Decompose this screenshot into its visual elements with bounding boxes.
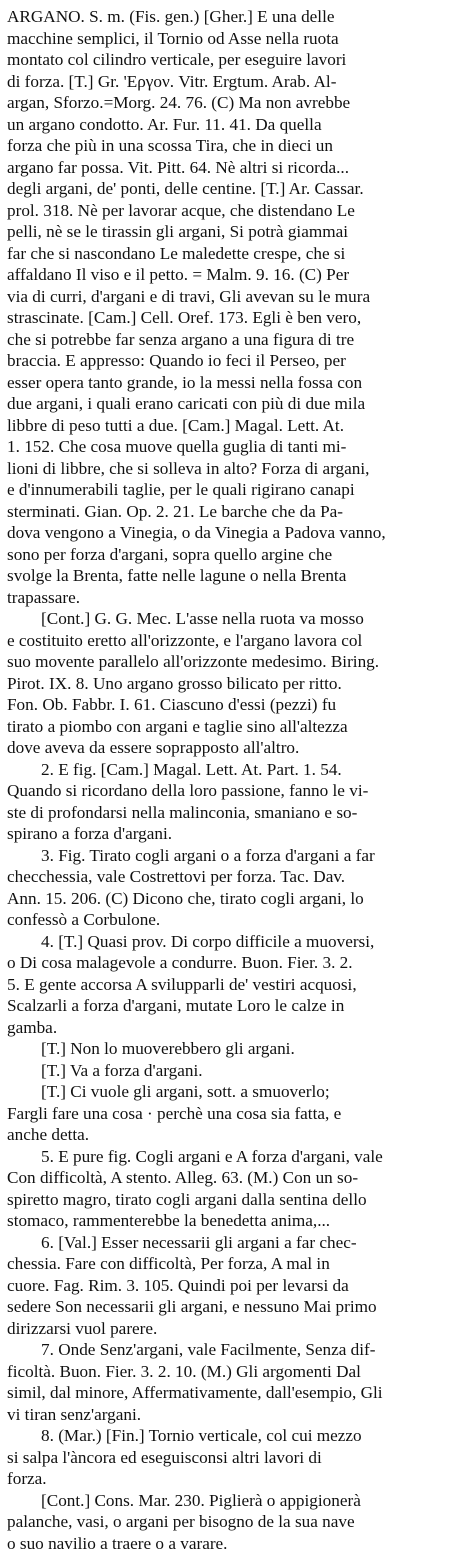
text-line: esser opera tanto grande, io la messi nella fossa con <box>7 372 462 394</box>
text-line: simil, dal minore, Affermativamente, dall'esempio, Gli <box>7 1382 462 1404</box>
text-line: un argano condotto. Ar. Fur. 11. 41. Da quella <box>7 114 462 136</box>
sense-4-t3 <box>7 1081 462 1146</box>
text-line: ficoltà. Buon. Fier. 3. 2. 10. (M.) Gli argomenti Dal <box>7 1361 462 1383</box>
text-line: e d'innumerabili taglie, per le quali rigirano canapi <box>7 479 462 501</box>
text-line: e costituito eretto all'orizzonte, e l'argano lavora col <box>7 630 462 652</box>
entry-lines <box>7 6 462 608</box>
sense-3-lines <box>7 845 462 931</box>
text-line: strascinate. [Cam.] Cell. Oref. 173. Egli è ben vero, <box>7 307 462 329</box>
t3-lines <box>7 1081 462 1146</box>
text-line: libbre di peso tutti a due. [Cam.] Magal. Lett. At. <box>7 415 462 437</box>
text-line: 6. [Val.] Esser necessarii gli argani a far chec- <box>7 1232 462 1254</box>
text-line: spiretto magro, tirato cogli argani dalla sentina dello <box>7 1189 462 1211</box>
text-line: cuore. Fag. Rim. 3. 105. Quindi poi per levarsi da <box>7 1275 462 1297</box>
text-line: sono per forza d'argani, sopra quello argine che <box>7 544 462 566</box>
text-line: vi tiran senz'argani. <box>7 1404 462 1426</box>
text-line: 5. E gente accorsa A svilupparli de' vestiri acquosi, <box>7 974 462 996</box>
entry-cont <box>7 608 462 759</box>
sense-5 <box>7 1146 462 1232</box>
text-line: o suo navilio a traere o a varare. <box>7 1533 462 1554</box>
sense-2 <box>7 759 462 845</box>
text-line: checchessia, vale Costrettovi per forza. Tac. Dav. <box>7 866 462 888</box>
text-line: ARGANO. S. m. (Fis. gen.) [Gher.] E una delle <box>7 6 462 28</box>
text-line: 7. Onde Senz'argani, vale Facilmente, Senza dif- <box>7 1339 462 1361</box>
text-line: gamba. <box>7 1017 462 1039</box>
sense-4 <box>7 931 462 1039</box>
text-line: dove aveva da essere soprapposto all'altro. <box>7 737 462 759</box>
text-line: Quando si ricordano della loro passione, fanno le vi- <box>7 780 462 802</box>
sense-4-lines <box>7 931 462 1039</box>
sense-2-lines <box>7 759 462 845</box>
text-line: far che si nascondano Le maledette crespe, che si <box>7 243 462 265</box>
text-line: o Di cosa malagevole a condurre. Buon. Fier. 3. 2. <box>7 952 462 974</box>
sense-6 <box>7 1232 462 1340</box>
text-line: Pirot. IX. 8. Uno argano grosso bilicato per ritto. <box>7 673 462 695</box>
text-line: 4. [T.] Quasi prov. Di corpo difficile a muoversi, <box>7 931 462 953</box>
text-line: [Cont.] Cons. Mar. 230. Piglierà o appigionerà <box>7 1490 462 1512</box>
text-line: degli argani, de' ponti, delle centine. [T.] Ar. Cassar. <box>7 178 462 200</box>
cont-lines <box>7 608 462 759</box>
sense-4-t1 <box>7 1038 462 1060</box>
text-line: 3. Fig. Tirato cogli argani o a forza d'argani a far <box>7 845 462 867</box>
text-line: macchine semplici, il Tornio od Asse nella ruota <box>7 28 462 50</box>
text-line: Scalzarli a forza d'argani, mutate Loro le calze in <box>7 995 462 1017</box>
text-line: tirato a piombo con argani e taglie sino all'altezza <box>7 716 462 738</box>
text-line: lioni di libbre, che si solleva in alto? Forza di argani, <box>7 458 462 480</box>
sense-8 <box>7 1425 462 1490</box>
sense-8-cont <box>7 1490 462 1554</box>
text-line: braccia. E appresso: Quando io feci il Perseo, per <box>7 350 462 372</box>
text-line: forza. <box>7 1468 462 1490</box>
sense-3 <box>7 845 462 931</box>
text-line: 5. E pure fig. Cogli argani e A forza d'argani, vale <box>7 1146 462 1168</box>
text-line: due argani, i quali erano caricati con più di due mila <box>7 393 462 415</box>
text-line: ste di profondarsi nella malinconia, smaniano e so- <box>7 802 462 824</box>
cont2-lines <box>7 1490 462 1554</box>
text-line: affaldano Il viso e il petto. = Malm. 9. 16. (C) Per <box>7 264 462 286</box>
text-line: trapassare. <box>7 587 462 609</box>
entry-argano <box>7 6 462 608</box>
text-line: confessò a Corbulone. <box>7 909 462 931</box>
text-line: argan, Sforzo.=Morg. 24. 76. (C) Ma non avrebbe <box>7 92 462 114</box>
text-line: 1. 152. Che cosa muove quella guglia di tanti mi- <box>7 436 462 458</box>
text-line: sterminati. Gian. Op. 2. 21. Le barche che da Pa- <box>7 501 462 523</box>
sense-4-t2 <box>7 1060 462 1082</box>
text-line: dova vengono a Vinegia, o da Vinegia a Padova vanno, <box>7 522 462 544</box>
text-line: sedere Son necessarii gli argani, e nessuno Mai primo <box>7 1296 462 1318</box>
text-line: forza che più in una scossa Tira, che in dieci un <box>7 135 462 157</box>
text-line: chessia. Fare con difficoltà, Per forza, A mal in <box>7 1253 462 1275</box>
sense-7-lines <box>7 1339 462 1425</box>
t1-line: [T.] Non lo muoverebbero gli argani. <box>7 1038 462 1060</box>
sense-7 <box>7 1339 462 1425</box>
text-line: pelli, nè se le tirassin gli argani, Si potrà giammai <box>7 221 462 243</box>
text-line: Con difficoltà, A stento. Alleg. 63. (M.) Con un so- <box>7 1167 462 1189</box>
text-line: Ann. 15. 206. (C) Dicono che, tirato cogli argani, lo <box>7 888 462 910</box>
text-line: prol. 318. Nè per lavorar acque, che distendano Le <box>7 200 462 222</box>
text-line: si salpa l'àncora ed eseguisconsi altri lavori di <box>7 1447 462 1469</box>
sense-8-lines <box>7 1425 462 1490</box>
text-line: montato col cilindro verticale, per eseguire lavori <box>7 49 462 71</box>
text-line: palanche, vasi, o argani per bisogno de la sua nave <box>7 1511 462 1533</box>
sense-6-lines <box>7 1232 462 1340</box>
text-line: anche detta. <box>7 1124 462 1146</box>
text-line: suo movente parallelo all'orizzonte medesimo. Biring. <box>7 651 462 673</box>
text-line: di forza. [T.] Gr. 'Εργον. Vitr. Ergtum. Arab. Al- <box>7 71 462 93</box>
text-line: 8. (Mar.) [Fin.] Tornio verticale, col cui mezzo <box>7 1425 462 1447</box>
text-line: stomaco, rammenterebbe la benedetta anima,... <box>7 1210 462 1232</box>
text-line: spirano a forza d'argani. <box>7 823 462 845</box>
text-line: Fargli fare una cosa · perchè una cosa sia fatta, e <box>7 1103 462 1125</box>
text-line: [Cont.] G. G. Mec. L'asse nella ruota va mosso <box>7 608 462 630</box>
text-line: svolge la Brenta, fatte nelle lagune o nella Brenta <box>7 565 462 587</box>
text-line: dirizzarsi vuol parere. <box>7 1318 462 1340</box>
text-line: Fon. Ob. Fabbr. I. 61. Ciascuno d'essi (pezzi) fu <box>7 694 462 716</box>
text-line: [T.] Ci vuole gli argani, sott. a smuoverlo; <box>7 1081 462 1103</box>
text-line: 2. E fig. [Cam.] Magal. Lett. At. Part. 1. 54. <box>7 759 462 781</box>
text-line: che si potrebbe far senza argano a una figura di tre <box>7 329 462 351</box>
t2-line: [T.] Va a forza d'argani. <box>7 1060 462 1082</box>
sense-5-lines <box>7 1146 462 1232</box>
text-line: via di curri, d'argani e di travi, Gli avevan su le mura <box>7 286 462 308</box>
text-line: argano far possa. Vit. Pitt. 64. Nè altri si ricorda... <box>7 157 462 179</box>
